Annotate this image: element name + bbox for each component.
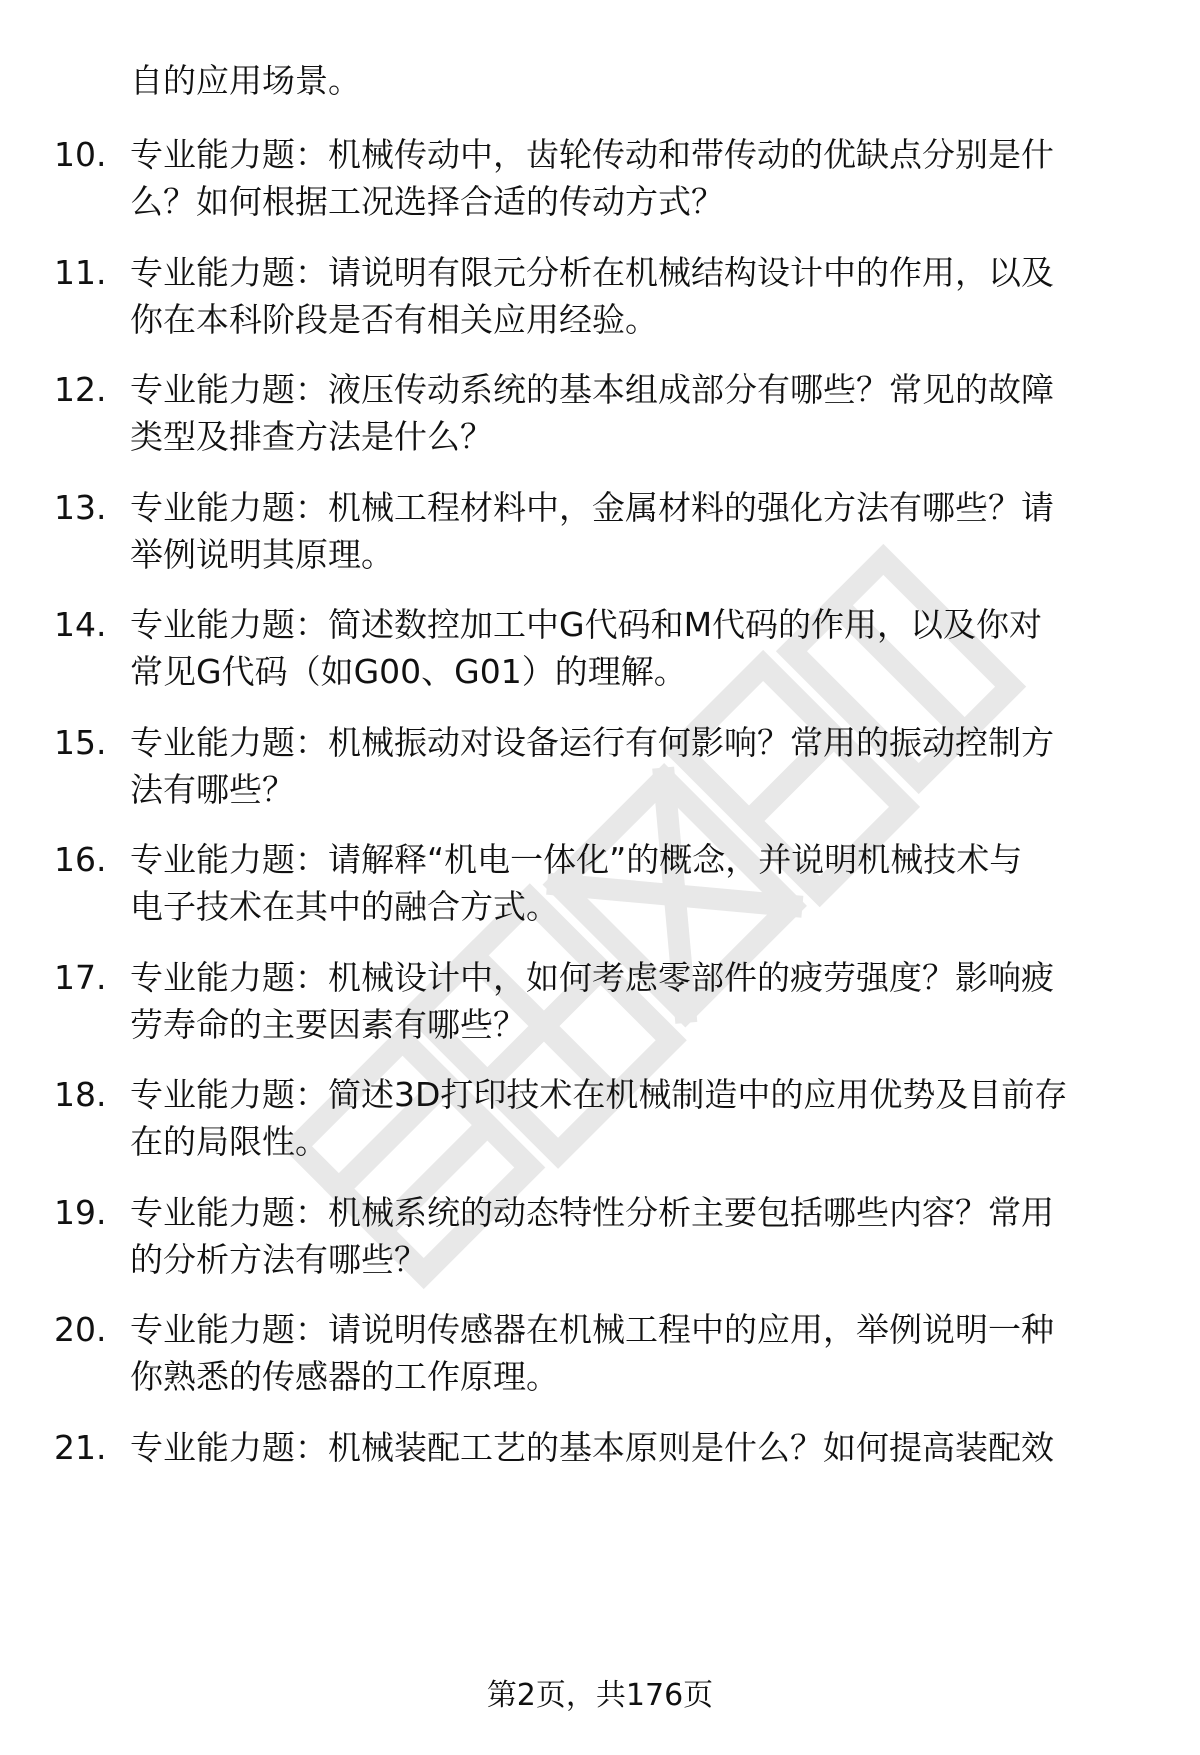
continued-text-line: 自的应用场景。 [130, 61, 361, 100]
item-number: 15. [54, 723, 107, 762]
item-number: 18. [54, 1075, 107, 1114]
item-text-line: 的分析方法有哪些？ [130, 1240, 427, 1279]
item-text [130, 720, 1150, 813]
item-text [130, 250, 1150, 343]
item-text-line: 专业能力题：机械振动对设备运行有何影响？常用的振动控制方 [130, 723, 1054, 762]
item-text-line: 专业能力题：机械系统的动态特性分析主要包括哪些内容？常用 [130, 1193, 1054, 1232]
item-number: 16. [54, 840, 107, 879]
item-text-line: 你熟悉的传感器的工作原理。 [130, 1357, 559, 1396]
item-text-line: 类型及排查方法是什么？ [130, 417, 493, 456]
item-text-line: 你在本科阶段是否有相关应用经验。 [130, 300, 658, 339]
item-text-line: 法有哪些？ [130, 770, 295, 809]
item-text-line: 专业能力题：机械设计中，如何考虑零部件的疲劳强度？影响疲 [130, 958, 1054, 997]
item-text-line: 专业能力题：请解释“机电一体化”的概念，并说明机械技术与 [130, 840, 1023, 879]
item-text [130, 367, 1150, 460]
item-text-line: 专业能力题：简述3D打印技术在机械制造中的应用优势及目前存 [130, 1075, 1068, 1114]
item-text [130, 1190, 1150, 1283]
item-text [130, 485, 1150, 578]
item-text-line: 在的局限性。 [130, 1122, 328, 1161]
item-text-line: 劳寿命的主要因素有哪些？ [130, 1005, 526, 1044]
item-text-line: 专业能力题：简述数控加工中G代码和M代码的作用，以及你对 [130, 605, 1043, 644]
item-number: 17. [54, 958, 107, 997]
item-text [130, 1425, 1150, 1471]
item-number: 19. [54, 1193, 107, 1232]
item-text-line: 专业能力题：机械装配工艺的基本原则是什么？如何提高装配效 [130, 1428, 1054, 1467]
item-text [130, 1072, 1150, 1165]
item-text-line: 电子技术在其中的融合方式。 [130, 887, 559, 926]
item-text [130, 837, 1150, 930]
item-number: 11. [54, 253, 107, 292]
page-indicator: 第2页，共176页 [486, 1678, 714, 1713]
item-text [130, 955, 1150, 1048]
item-text [130, 602, 1150, 695]
item-number: 20. [54, 1310, 107, 1349]
item-number: 14. [54, 605, 107, 644]
item-text [130, 1307, 1150, 1400]
item-text-line: 么？如何根据工况选择合适的传动方式？ [130, 182, 724, 221]
item-text-line: 常见G代码（如G00、G01）的理解。 [130, 652, 687, 691]
item-text-line: 专业能力题：机械工程材料中，金属材料的强化方法有哪些？请 [130, 488, 1054, 527]
item-text [130, 132, 1150, 225]
item-number: 13. [54, 488, 107, 527]
item-number: 21. [54, 1428, 107, 1467]
item-text-line: 举例说明其原理。 [130, 535, 394, 574]
item-number: 12. [54, 370, 107, 409]
item-number: 10. [54, 135, 107, 174]
item-text-line: 专业能力题：请说明有限元分析在机械结构设计中的作用，以及 [130, 253, 1054, 292]
item-text-line: 专业能力题：液压传动系统的基本组成部分有哪些？常见的故障 [130, 370, 1054, 409]
item-text-line: 专业能力题：机械传动中，齿轮传动和带传动的优缺点分别是什 [130, 135, 1054, 174]
item-text-line: 专业能力题：请说明传感器在机械工程中的应用，举例说明一种 [130, 1310, 1054, 1349]
